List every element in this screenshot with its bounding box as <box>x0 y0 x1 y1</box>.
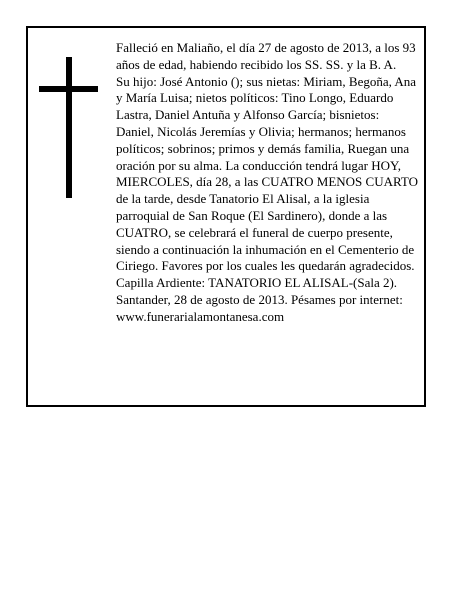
cross-icon <box>39 57 98 198</box>
notice-closing-paragraph: Santander, 28 de agosto de 2013. Pésames por internet: www.funerarialamontanesa.com <box>116 291 403 324</box>
cross-horizontal-bar <box>39 86 98 92</box>
cross-vertical-bar <box>66 57 72 198</box>
notice-family-paragraph: Su hijo: José Antonio (); sus nietas: Miriam, Begoña, Ana y María Luisa; nietos políticos: Tino Longo, Eduardo Lastra, Daniel Antuña y Alfonso García; bisnietos: Daniel, Nicolás Jeremías y Olivia; hermanos; hermanos políticos; sobrinos; primos y demás familia, Ruegan una oración por su alma. La conducción tendrá lugar HOY, MIERCOLES, día 28, a las CUATRO MENOS CUARTO de la tarde, desde Tanatorio El Alisal, a la iglesia parroquial de San Roque (El Sardinero), donde a las CUATRO, se celebrará el funeral de cuerpo presente, siendo a continuación la inhumación en el Cementerio de Ciriego. Favores por los cuales les quedarán agradecidos. Capilla Ardiente: TANATORIO EL ALISAL-(Sala 2). <box>116 73 418 291</box>
obituary-text <box>116 40 420 326</box>
obituary-notice-frame <box>26 26 426 407</box>
notice-death-paragraph: Falleció en Maliaño, el día 27 de agosto de 2013, a los 93 años de edad, habiendo recibido los SS. SS. y la B. A. <box>116 40 416 72</box>
